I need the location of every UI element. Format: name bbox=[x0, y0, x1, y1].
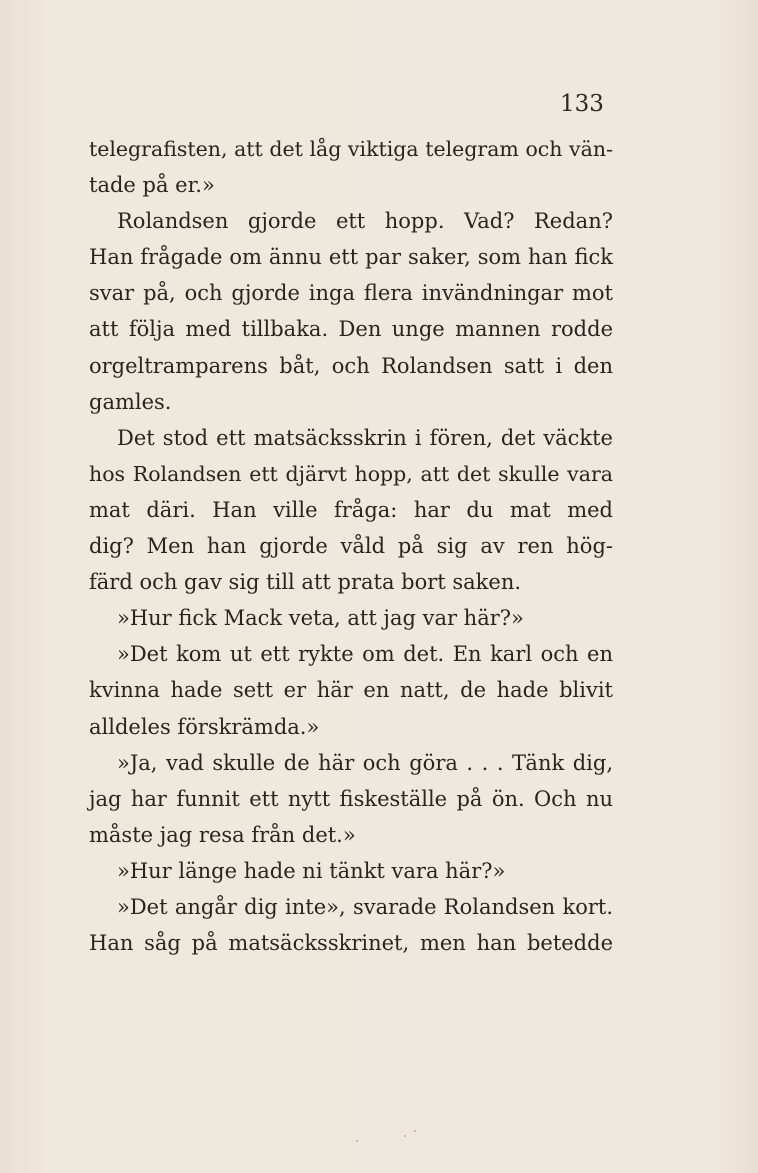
body-text bbox=[89, 131, 613, 961]
text-line: orgeltramparens båt, och Rolandsen satt i den bbox=[89, 353, 613, 378]
text-line: dig? Men han gjorde våld på sig av ren hög- bbox=[89, 534, 613, 559]
text-line: »Det kom ut ett rykte om det. En karl och en bbox=[117, 642, 613, 667]
text-line: färd och gav sig till att prata bort saken. bbox=[89, 570, 522, 595]
text-line: alldeles förskrämda.» bbox=[89, 714, 320, 739]
text-line: måste jag resa från det.» bbox=[89, 822, 356, 847]
text-line: hos Rolandsen ett djärvt hopp, att det skulle vara bbox=[89, 461, 613, 486]
page-number: 133 bbox=[560, 91, 604, 117]
text-line: tade på er.» bbox=[89, 173, 215, 198]
paper-speck bbox=[414, 1130, 416, 1132]
paper-speck bbox=[356, 1140, 358, 1142]
paper-speck bbox=[404, 1135, 406, 1137]
text-line: Rolandsen gjorde ett hopp. Vad? Redan? bbox=[117, 209, 613, 234]
text-line: gamles. bbox=[89, 389, 172, 414]
text-line: telegrafisten, att det låg viktiga telegram och vän- bbox=[89, 137, 613, 161]
text-line: mat däri. Han ville fråga: har du mat med bbox=[89, 497, 613, 522]
text-line: Han frågade om ännu ett par saker, som han fick bbox=[89, 245, 613, 270]
text-line: »Ja, vad skulle de här och göra . . . Tänk dig, bbox=[117, 750, 613, 775]
text-line: Det stod ett matsäcksskrin i fören, det väckte bbox=[117, 425, 613, 450]
text-line: Han såg på matsäcksskrinet, men han betedde bbox=[89, 931, 613, 956]
text-line: svar på, och gjorde inga flera invändningar mot bbox=[89, 281, 613, 306]
text-line: kvinna hade sett er här en natt, de hade blivit bbox=[89, 678, 613, 703]
text-line: att följa med tillbaka. Den unge mannen rodde bbox=[89, 317, 613, 342]
text-line: »Det angår dig inte», svarade Rolandsen kort. bbox=[117, 894, 613, 919]
text-line: jag har funnit ett nytt fiskeställe på ön. Och nu bbox=[89, 786, 613, 811]
text-line: »Hur fick Mack veta, att jag var här?» bbox=[117, 606, 524, 631]
text-line: »Hur länge hade ni tänkt vara här?» bbox=[117, 858, 506, 883]
